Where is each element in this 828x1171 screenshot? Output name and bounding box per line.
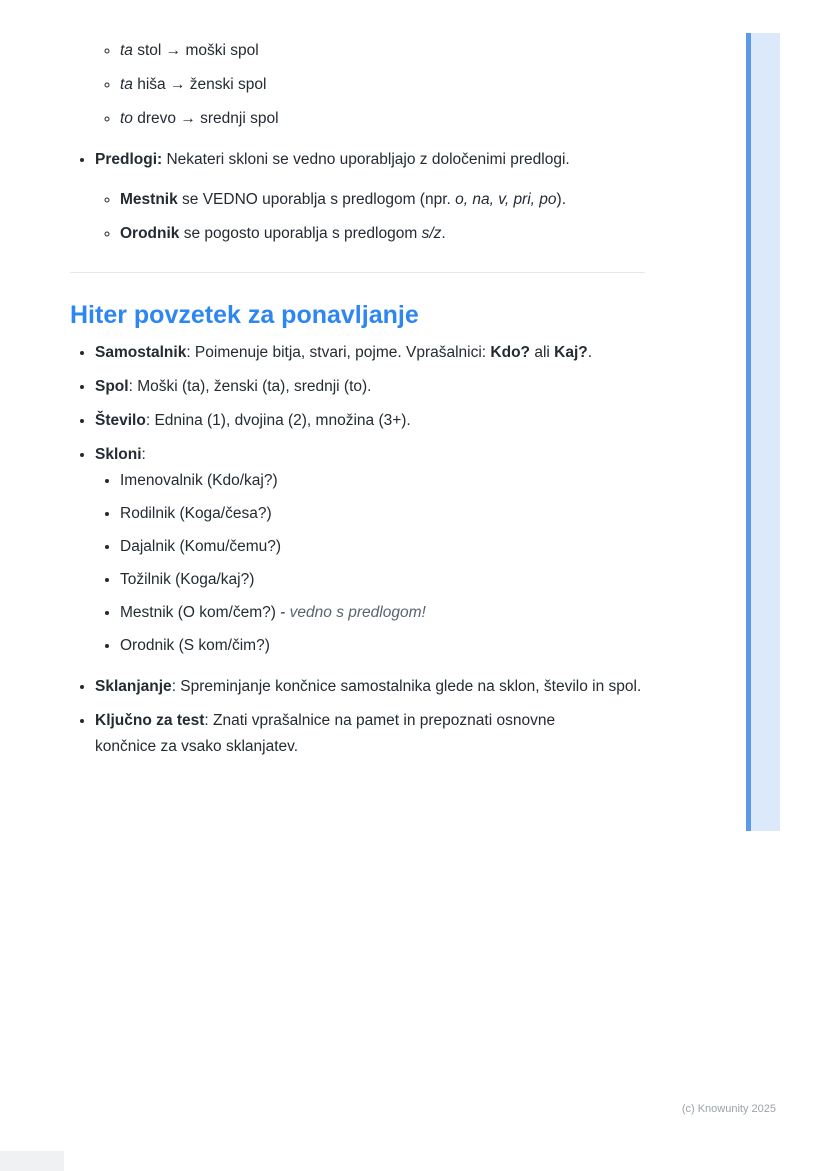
term-text-end: ).: [556, 191, 566, 208]
summary-list: [70, 340, 645, 760]
term-text: se VEDNO uporablja s predlogom (npr.: [177, 191, 456, 208]
case-text: Rodilnik (Koga/česa?): [120, 505, 272, 522]
term-label: Število: [95, 412, 146, 429]
term-text-tail: končnice za vsako sklanjatev.: [95, 738, 299, 755]
question-word: Kdo?: [490, 344, 531, 361]
list-item-samostalnik: [95, 340, 645, 366]
example-text: stol → moški spol: [132, 42, 259, 59]
term-text: Nekateri skloni se vedno uporabljajo z določenimi predlogi.: [162, 151, 570, 168]
list-item: [120, 38, 645, 64]
term-label: Spol: [95, 378, 129, 395]
cases-list: [95, 468, 645, 659]
list-item: [120, 72, 645, 98]
list-item: [120, 187, 645, 213]
preposition-examples: s/z: [421, 225, 442, 242]
case-item: [120, 567, 645, 593]
case-note: vedno s predlogom!: [289, 604, 426, 621]
predlogi-list: [70, 147, 645, 247]
case-item: [120, 600, 645, 626]
case-text: Dajalnik (Komu/čemu?): [120, 538, 282, 555]
gender-example-list: [70, 38, 645, 132]
list-item-kljucno: [95, 708, 645, 760]
copyright-footer: (c) Knowunity 2025: [681, 1103, 776, 1115]
section-heading: Hiter povzetek za ponavljanje: [70, 301, 419, 329]
predlogi-sublist: [95, 187, 645, 247]
list-item: [120, 106, 645, 132]
example-word: ta: [120, 42, 133, 59]
list-item: [120, 221, 645, 247]
case-item: [120, 633, 645, 659]
list-item-spol: [95, 374, 645, 400]
term-text-end: .: [441, 225, 446, 242]
question-word: Kaj?: [554, 344, 588, 361]
term-text: : Ednina (1), dvojina (2), množina (3+).: [145, 412, 411, 429]
example-word: ta: [120, 76, 133, 93]
term-label: Ključno za test: [95, 712, 205, 729]
term-label: Sklanjanje: [95, 678, 172, 695]
example-text: hiša → ženski spol: [132, 76, 267, 93]
document-page: [70, 38, 645, 768]
term-text-end: .: [587, 344, 593, 361]
scrollbar-track[interactable]: [746, 33, 780, 831]
term-label: Predlogi:: [95, 151, 163, 168]
term-text: ali: [530, 344, 555, 361]
term-text-tail: in spol.: [592, 678, 642, 695]
term-text: :: [141, 446, 146, 463]
case-text: Imenovalnik (Kdo/kaj?): [120, 472, 278, 489]
term-label: Mestnik: [120, 191, 178, 208]
case-text: Tožilnik (Koga/kaj?): [120, 571, 255, 588]
case-item: [120, 468, 645, 494]
term-text: : Moški (ta), ženski (ta), srednji (to).: [128, 378, 372, 395]
case-text: Orodnik (S kom/čim?): [120, 637, 270, 654]
list-item-sklanjanje: [95, 674, 645, 700]
case-item: [120, 501, 645, 527]
preposition-examples: o, na, v, pri, po: [455, 191, 557, 208]
case-text: Mestnik (O kom/čem?) -: [120, 604, 290, 621]
example-word: to: [120, 110, 133, 127]
list-item-skloni: [95, 442, 645, 659]
term-text: : Spreminjanje končnice samostalnika glede na sklon, število: [171, 678, 588, 695]
term-text: : Poimenuje bitja, stvari, pojme. Vprašalnici:: [186, 344, 491, 361]
term-text: : Znati vprašalnice na pamet in prepoznati osnovne: [204, 712, 556, 729]
section-divider: [70, 272, 645, 273]
scrollbar-thumb[interactable]: [746, 33, 751, 831]
term-label: Samostalnik: [95, 344, 187, 361]
page-edge: [0, 1151, 64, 1171]
term-label: Orodnik: [120, 225, 180, 242]
example-text: drevo → srednji spol: [132, 110, 279, 127]
list-item-stevilo: [95, 408, 645, 434]
case-item: [120, 534, 645, 560]
list-item-predlogi: [95, 147, 645, 247]
term-label: Skloni: [95, 446, 142, 463]
term-text: se pogosto uporablja s predlogom: [179, 225, 422, 242]
